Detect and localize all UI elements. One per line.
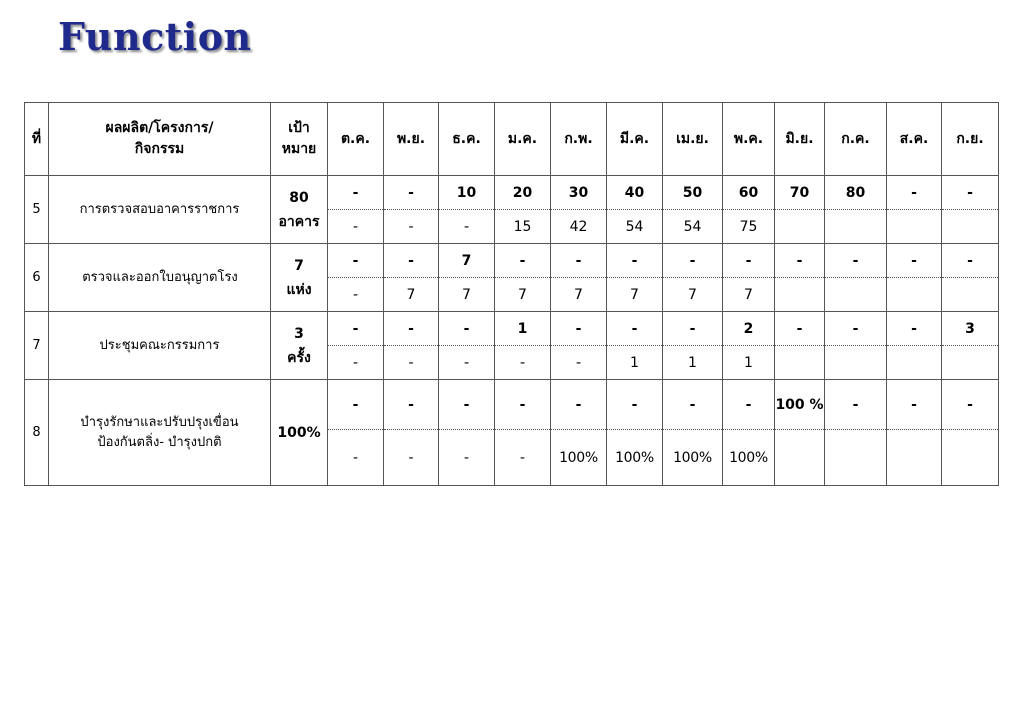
actual-cell — [825, 430, 887, 486]
page-title: Function — [58, 14, 252, 59]
plan-cell: - — [551, 244, 607, 278]
actual-cell: - — [328, 346, 384, 380]
actual-cell — [775, 278, 825, 312]
header-month: ก.ค. — [825, 103, 887, 176]
header-no: ที่ — [25, 103, 49, 176]
actual-cell: - — [328, 278, 384, 312]
row-target — [271, 244, 328, 312]
plan-cell: - — [942, 244, 999, 278]
actual-cell: 1 — [607, 346, 663, 380]
plan-cell: - — [384, 244, 439, 278]
actual-cell: 1 — [723, 346, 775, 380]
actual-cell: - — [439, 430, 495, 486]
actual-cell: - — [495, 430, 551, 486]
actual-cell — [942, 210, 999, 244]
actual-cell: 7 — [551, 278, 607, 312]
plan-cell: 100 % — [775, 380, 825, 430]
header-item-line2: กิจกรรม — [134, 141, 185, 157]
plan-cell: - — [723, 244, 775, 278]
actual-cell — [825, 278, 887, 312]
plan-cell: - — [384, 176, 439, 210]
actual-cell: - — [439, 346, 495, 380]
plan-cell: 10 — [439, 176, 495, 210]
header-month: เม.ย. — [663, 103, 723, 176]
plan-cell: - — [887, 380, 942, 430]
actual-cell — [942, 346, 999, 380]
row-item — [49, 380, 271, 486]
actual-cell: 7 — [495, 278, 551, 312]
header-month: ต.ค. — [328, 103, 384, 176]
table-row — [25, 380, 999, 430]
header-item — [49, 103, 271, 176]
actual-cell: 75 — [723, 210, 775, 244]
actual-cell: 7 — [663, 278, 723, 312]
plan-cell: 50 — [663, 176, 723, 210]
header-month: ม.ค. — [495, 103, 551, 176]
actual-cell — [887, 210, 942, 244]
table-row — [25, 244, 999, 278]
plan-cell: - — [384, 312, 439, 346]
plan-cell: - — [663, 312, 723, 346]
plan-cell: - — [887, 244, 942, 278]
header-month: ก.ย. — [942, 103, 999, 176]
plan-cell: - — [328, 244, 384, 278]
actual-cell: 54 — [663, 210, 723, 244]
plan-cell: 80 — [825, 176, 887, 210]
actual-cell: 15 — [495, 210, 551, 244]
table-row — [25, 312, 999, 346]
header-target — [271, 103, 328, 176]
actual-cell: 100% — [607, 430, 663, 486]
plan-cell: - — [775, 244, 825, 278]
actual-cell — [887, 346, 942, 380]
plan-cell: 1 — [495, 312, 551, 346]
header-month: ก.พ. — [551, 103, 607, 176]
plan-cell: - — [328, 312, 384, 346]
row-item-line1: บำรุงรักษาและปรับปรุงเขื่อน — [80, 414, 239, 430]
row-item: ประชุมคณะกรรมการ — [49, 312, 271, 380]
actual-cell — [942, 430, 999, 486]
actual-cell: - — [328, 210, 384, 244]
plan-cell: - — [495, 380, 551, 430]
row-item: การตรวจสอบอาคารราชการ — [49, 176, 271, 244]
actual-cell: - — [384, 346, 439, 380]
actual-cell: 7 — [439, 278, 495, 312]
actual-cell — [887, 278, 942, 312]
actual-cell — [887, 430, 942, 486]
actual-cell: 100% — [551, 430, 607, 486]
plan-cell: 70 — [775, 176, 825, 210]
plan-cell: - — [551, 312, 607, 346]
row-number: 6 — [25, 244, 49, 312]
row-target-unit: อาคาร — [278, 213, 320, 230]
header-item-line1: ผลผลิต/โครงการ/ — [105, 120, 214, 136]
plan-cell: 7 — [439, 244, 495, 278]
row-number: 5 — [25, 176, 49, 244]
actual-cell — [775, 430, 825, 486]
actual-cell: 7 — [607, 278, 663, 312]
header-month: ธ.ค. — [439, 103, 495, 176]
actual-cell: - — [495, 346, 551, 380]
row-target — [271, 312, 328, 380]
actual-cell: 7 — [384, 278, 439, 312]
plan-cell: - — [663, 244, 723, 278]
plan-cell: - — [328, 380, 384, 430]
actual-cell: 54 — [607, 210, 663, 244]
plan-cell: - — [887, 176, 942, 210]
plan-cell: - — [887, 312, 942, 346]
actual-cell: - — [328, 430, 384, 486]
plan-cell: - — [825, 312, 887, 346]
plan-cell: 3 — [942, 312, 999, 346]
plan-cell: - — [942, 380, 999, 430]
plan-cell: 20 — [495, 176, 551, 210]
header-month: ส.ค. — [887, 103, 942, 176]
actual-cell — [825, 346, 887, 380]
plan-cell: - — [607, 312, 663, 346]
row-number: 8 — [25, 380, 49, 486]
actual-cell — [775, 346, 825, 380]
plan-cell: 40 — [607, 176, 663, 210]
table-row — [25, 176, 999, 210]
header-month: พ.ย. — [384, 103, 439, 176]
actual-cell — [942, 278, 999, 312]
plan-cell: - — [825, 244, 887, 278]
plan-cell: - — [439, 312, 495, 346]
header-target-line2: หมาย — [281, 141, 317, 157]
plan-cell: 2 — [723, 312, 775, 346]
plan-cell: 30 — [551, 176, 607, 210]
actual-cell: 42 — [551, 210, 607, 244]
plan-cell: 60 — [723, 176, 775, 210]
plan-cell: - — [607, 244, 663, 278]
row-target-value: 80 — [289, 189, 309, 206]
plan-cell: - — [495, 244, 551, 278]
actual-cell: - — [384, 210, 439, 244]
plan-cell: - — [825, 380, 887, 430]
row-target — [271, 176, 328, 244]
header-month: มี.ค. — [607, 103, 663, 176]
actual-cell: 100% — [723, 430, 775, 486]
row-target: 100% — [271, 380, 328, 486]
row-target-value: 7 — [294, 257, 304, 274]
header-row — [25, 103, 999, 176]
plan-cell: - — [775, 312, 825, 346]
plan-cell: - — [551, 380, 607, 430]
row-target-unit: แห่ง — [286, 281, 312, 298]
plan-cell: - — [439, 380, 495, 430]
plan-cell: - — [942, 176, 999, 210]
plan-cell: - — [663, 380, 723, 430]
plan-cell: - — [384, 380, 439, 430]
row-item: ตรวจและออกใบอนุญาตโรง — [49, 244, 271, 312]
header-month: มิ.ย. — [775, 103, 825, 176]
actual-cell: - — [439, 210, 495, 244]
plan-cell: - — [607, 380, 663, 430]
actual-cell: - — [551, 346, 607, 380]
header-target-line1: เป้า — [288, 120, 310, 136]
actual-cell: 100% — [663, 430, 723, 486]
actual-cell — [825, 210, 887, 244]
row-item-line2: ป้องกันตลิ่ง- บำรุงปกติ — [97, 434, 222, 450]
row-target-unit: ครั้ง — [287, 349, 311, 366]
row-target-value: 3 — [294, 325, 304, 342]
actual-cell: 7 — [723, 278, 775, 312]
actual-cell — [775, 210, 825, 244]
plan-cell: - — [328, 176, 384, 210]
row-number: 7 — [25, 312, 49, 380]
actual-cell: - — [384, 430, 439, 486]
plan-cell: - — [723, 380, 775, 430]
plan-table — [24, 102, 999, 486]
header-month: พ.ค. — [723, 103, 775, 176]
actual-cell: 1 — [663, 346, 723, 380]
